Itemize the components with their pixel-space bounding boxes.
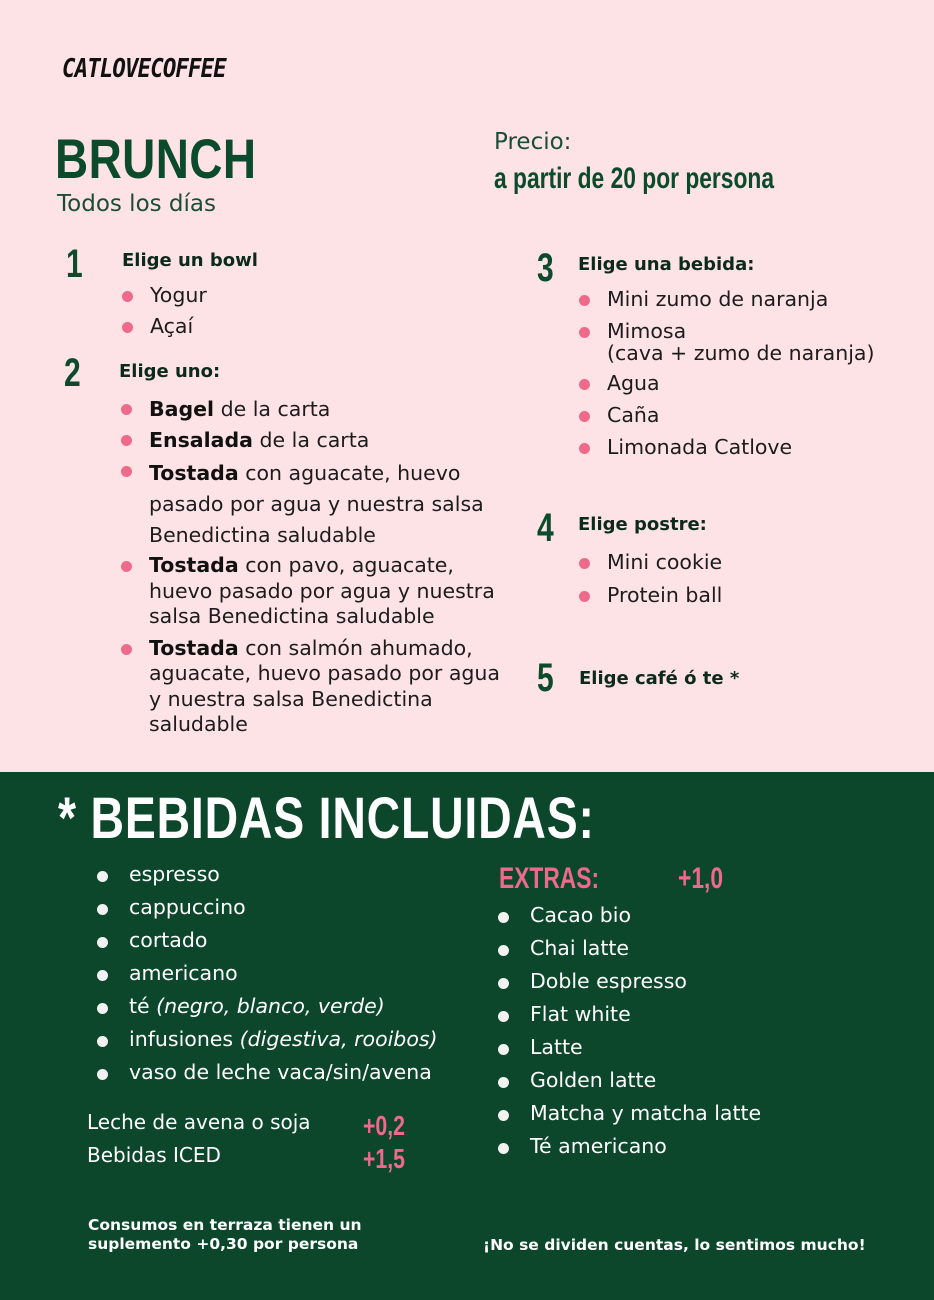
list-item: Mimosa [579,319,919,341]
list-item: Tostada con aguacate, huevo pasado por agua y nuestra salsa Benedictina saludable [121,458,516,551]
addon-label-iced: Bebidas ICED [87,1143,221,1167]
page-title: BRUNCH [55,127,257,190]
list-item: Té americano [498,1134,898,1167]
list-item: Ensalada de la carta [121,427,516,458]
main-choice-list [121,396,516,738]
step-title-4: Elige postre: [578,514,707,535]
list-item: Matcha y matcha latte [498,1101,898,1134]
page-subtitle: Todos los días [57,191,217,217]
included-drinks-list [97,862,477,1093]
extras-list [498,903,898,1167]
price-value: a partir de 20 por persona [494,162,775,195]
list-item: vaso de leche vaca/sin/avena [97,1060,477,1093]
list-item: Latte [498,1035,898,1068]
step-title-3: Elige una bebida: [578,254,755,275]
list-item: Açaí [122,314,482,345]
bowl-list [122,283,482,345]
step-number-3: 3 [537,246,554,290]
terrace-surcharge-note: Consumos en terraza tienen un suplemento +0,30 por persona [88,1216,362,1253]
brand-logo: CATLOVECOFFEE [62,54,226,84]
dessert-list [579,550,919,616]
list-item: Cacao bio [498,903,898,936]
list-item: Flat white [498,1002,898,1035]
list-item: Tostada con salmón ahumado, aguacate, huevo pasado por agua y nuestra salsa Benedictina saludable [121,636,516,738]
list-item: infusiones (digestiva, rooibos) [97,1027,477,1060]
list-item: Yogur [122,283,482,314]
list-item: cappuccino [97,895,477,928]
extras-label: EXTRAS: [499,862,600,895]
list-item: Mini zumo de naranja [579,287,919,319]
addon-price-iced: +1,5 [363,1143,406,1174]
list-item: Caña [579,403,919,435]
list-item: Protein ball [579,583,919,616]
addon-label-milk: Leche de avena o soja [87,1110,311,1134]
step-number-2: 2 [64,351,81,395]
included-drinks-heading: * BEBIDAS INCLUIDAS: [58,786,595,851]
extras-price: +1,0 [678,862,724,895]
list-item: té (negro, blanco, verde) [97,994,477,1027]
step-number-5: 5 [537,656,554,700]
step-title-2: Elige uno: [119,361,221,382]
addon-price-milk: +0,2 [363,1110,406,1141]
list-item-note: (cava + zumo de naranja) [607,341,875,365]
step-title-1: Elige un bowl [122,250,258,271]
step-number-4: 4 [537,506,554,550]
list-item: Agua [579,371,919,403]
drink-list [579,287,919,467]
list-item: Doble espresso [498,969,898,1002]
list-item: Limonada Catlove [579,435,919,467]
list-item: Bagel de la carta [121,396,516,427]
list-item: Golden latte [498,1068,898,1101]
list-item: Tostada con pavo, aguacate, huevo pasado por agua y nuestra salsa Benedictina saludable [121,553,516,630]
list-item: cortado [97,928,477,961]
step-title-5: Elige café ó te * [579,668,740,689]
no-split-bills-note: ¡No se dividen cuentas, lo sentimos mucho! [483,1236,866,1254]
list-item: americano [97,961,477,994]
step-number-1: 1 [66,242,83,286]
list-item: espresso [97,862,477,895]
list-item: Mini cookie [579,550,919,583]
price-label: Precio: [494,129,572,155]
list-item: Chai latte [498,936,898,969]
